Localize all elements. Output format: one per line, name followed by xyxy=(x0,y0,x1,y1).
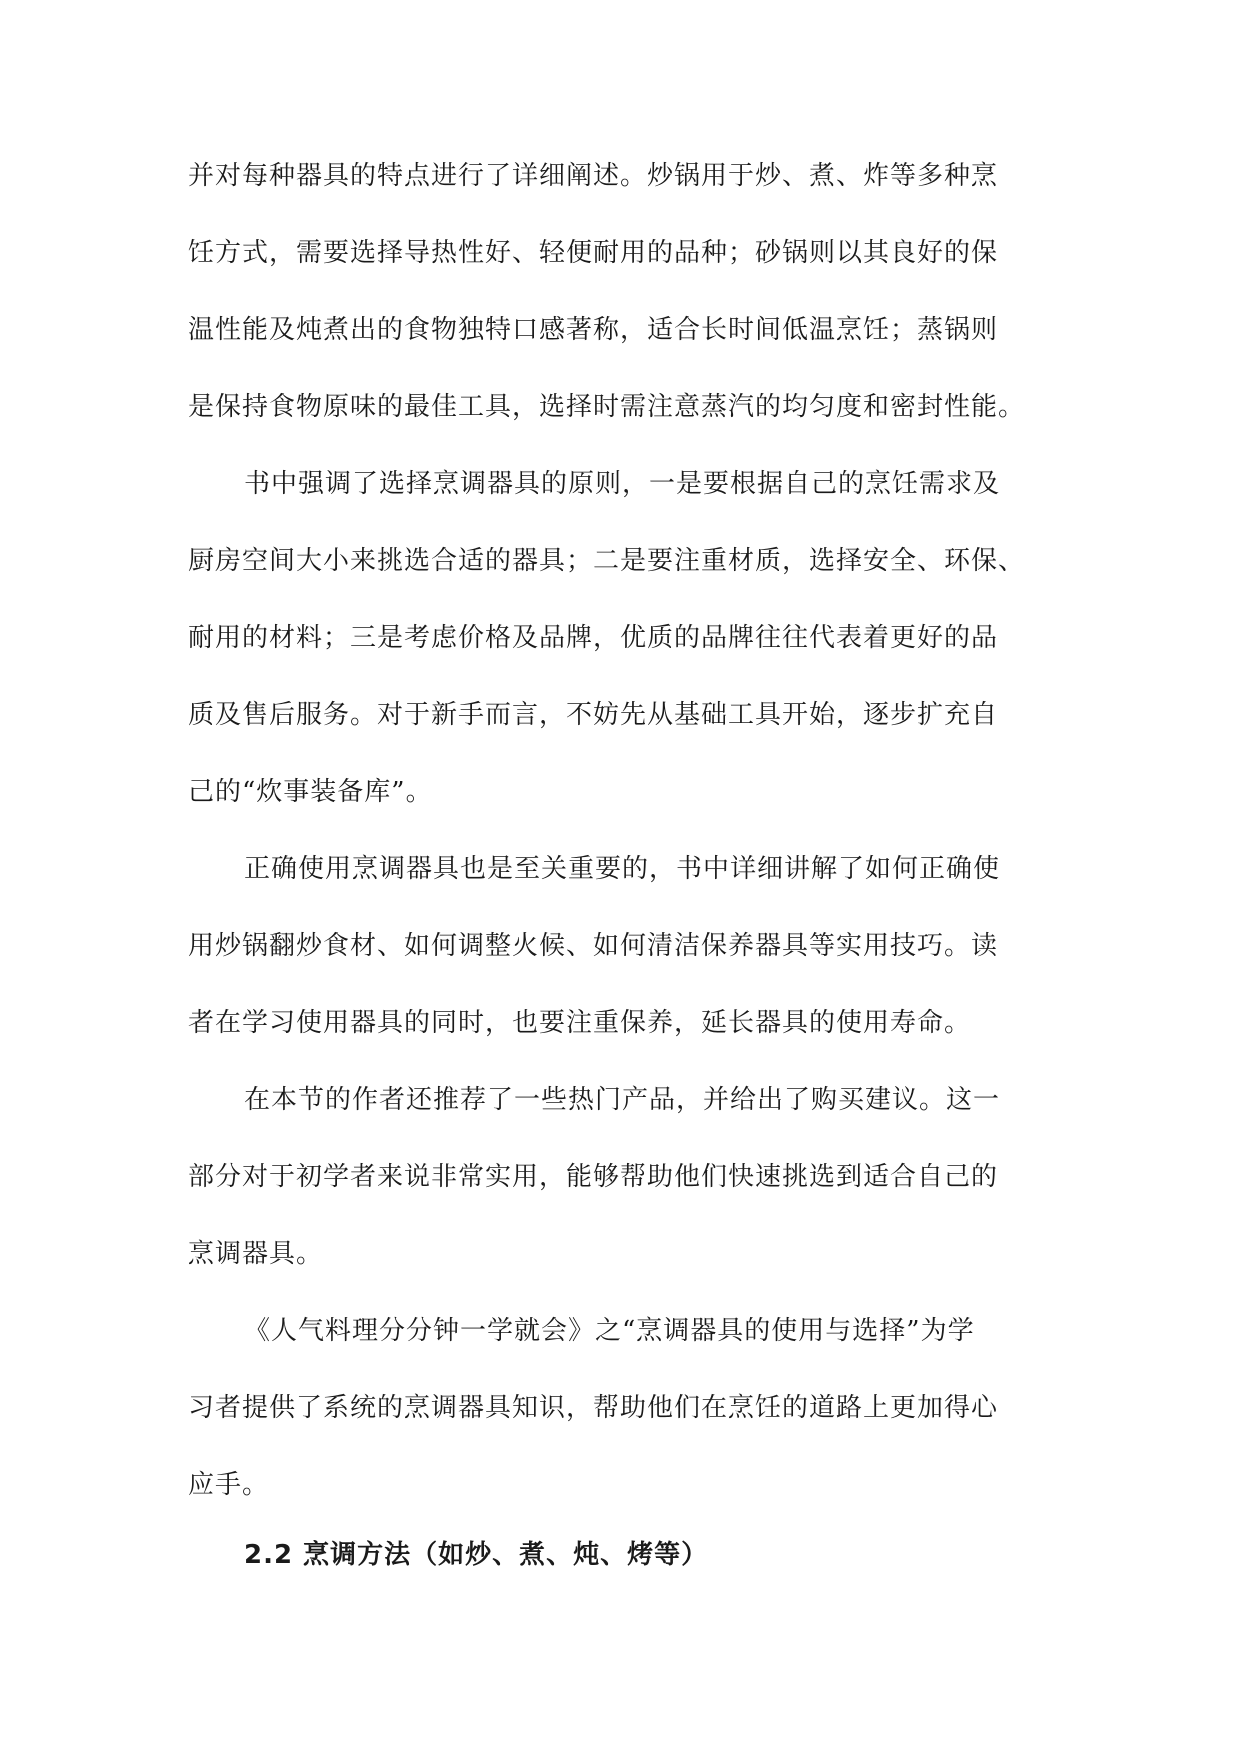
body-text xyxy=(188,146,1056,1532)
text-line: 己的“炊事装备库”。 xyxy=(188,777,433,807)
text-line: 用炒锅翻炒食材、如何调整火候、如何清洁保养器具等实用技巧。读 xyxy=(188,931,999,961)
text-line: 是保持食物原味的最佳工具，选择时需注意蒸汽的均匀度和密封性能。 xyxy=(188,392,1026,422)
text-line: 《人气料理分分钟一学就会》之“烹调器具的使用与选择”为学 xyxy=(244,1316,975,1346)
section-heading: 2.2 烹调方法（如炒、煮、炖、烤等） xyxy=(244,1540,709,1570)
text-line: 正确使用烹调器具也是至关重要的，书中详细讲解了如何正确使 xyxy=(244,854,1001,884)
text-line: 应手。 xyxy=(188,1470,270,1500)
text-line: 习者提供了系统的烹调器具知识，帮助他们在烹饪的道路上更加得心 xyxy=(188,1393,999,1423)
text-line: 在本节的作者还推荐了一些热门产品，并给出了购买建议。这一 xyxy=(244,1085,1001,1115)
text-line: 并对每种器具的特点进行了详细阐述。炒锅用于炒、煮、炸等多种烹 xyxy=(188,161,999,191)
text-line: 温性能及炖煮出的食物独特口感著称，适合长时间低温烹饪；蒸锅则 xyxy=(188,315,999,345)
text-line: 烹调器具。 xyxy=(188,1239,324,1269)
text-line: 厨房空间大小来挑选合适的器具；二是要注重材质，选择安全、环保、 xyxy=(188,546,1026,576)
text-line: 质及售后服务。对于新手而言，不妨先从基础工具开始，逐步扩充自 xyxy=(188,700,999,730)
text-line: 者在学习使用器具的同时，也要注重保养，延长器具的使用寿命。 xyxy=(188,1008,972,1038)
text-line: 饪方式，需要选择导热性好、轻便耐用的品种；砂锅则以其良好的保 xyxy=(188,238,999,268)
text-line: 耐用的材料；三是考虑价格及品牌，优质的品牌往往代表着更好的品 xyxy=(188,623,999,653)
text-line: 书中强调了选择烹调器具的原则，一是要根据自己的烹饪需求及 xyxy=(244,469,1001,499)
text-line: 部分对于初学者来说非常实用，能够帮助他们快速挑选到适合自己的 xyxy=(188,1162,999,1192)
